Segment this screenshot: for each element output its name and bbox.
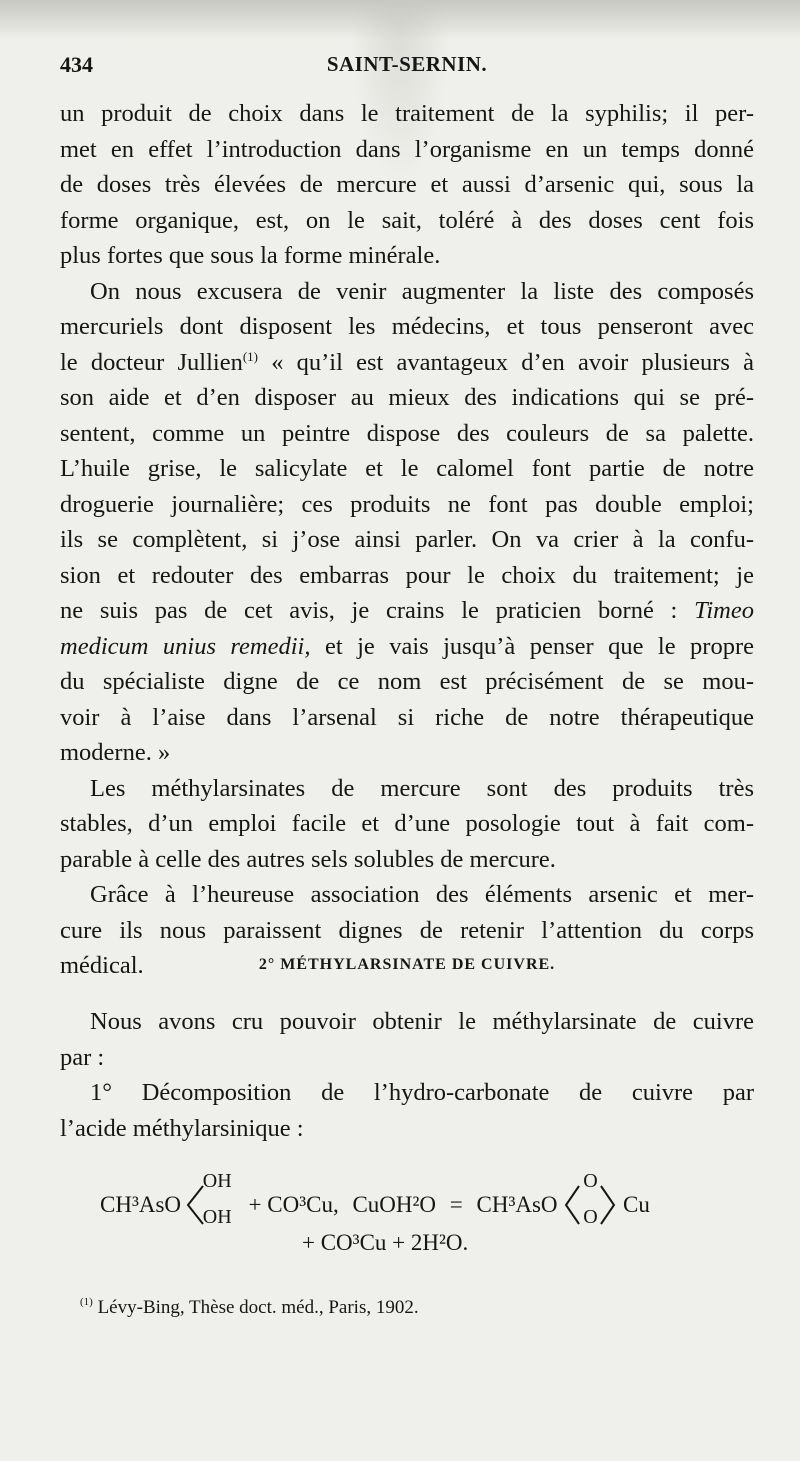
text-line: Grâce à l’heureuse association des éléments arsenic et mer- (90, 881, 754, 908)
text-line: On nous excusera de venir augmenter la liste des composés (90, 277, 754, 305)
text-fragment: le docteur Jullien (60, 348, 243, 376)
text-line: L’huile grise, le salicylate et le calomel font partie de notre (60, 455, 754, 482)
text-line: ils se complètent, si j’ose ainsi parler. On va crier à la confu- (60, 526, 754, 553)
text-line (60, 593, 754, 629)
formula-cuoh2o: CuOH²O (352, 1192, 437, 1217)
text-line: l’acide méthylarsinique : (60, 1114, 304, 1142)
text-line: met en effet l’introduction dans l’organisme en un temps donné (60, 135, 754, 163)
equation-line-1 (100, 1170, 650, 1232)
formula-ch3aso-left: CH³AsO (100, 1192, 182, 1217)
oh-top: OH (202, 1170, 232, 1192)
text-line: cure ils nous paraissent dignes de retenir l’attention du corps (60, 916, 754, 944)
paragraph-6 (60, 1075, 754, 1146)
text-line: voir à l’aise dans l’arsenal si riche de notre thérapeutique (60, 703, 754, 731)
text-line: son aide et d’en disposer au mieux des indications qui se pré- (60, 384, 754, 411)
text-line: moderne. » (60, 739, 171, 766)
text-line: sentent, comme un peintre dispose des couleurs de sa palette. (60, 419, 754, 447)
footnote-text: Lévy-Bing, Thèse doct. méd., Paris, 1902. (97, 1297, 419, 1318)
text-fragment: et je vais jusqu’à penser que le propre (310, 632, 754, 660)
text-line (60, 345, 754, 381)
footnote-reference: (1) (242, 348, 259, 364)
equation-line-2: + CO³Cu + 2H²O. (302, 1230, 469, 1255)
text-fragment: ne suis pas de cet avis, je crains le praticien borné : (60, 597, 695, 624)
text-line: parable à celle des autres sels solubles de mercure. (60, 845, 556, 873)
page-number: 434 (60, 52, 93, 77)
paragraph-1 (60, 96, 754, 274)
text-line: du spécialiste digne de ce nom est précisément de se mou- (60, 668, 754, 695)
formula-co3cu: + CO³Cu, (248, 1192, 339, 1217)
formula-cu: Cu (623, 1192, 650, 1217)
text-line (60, 629, 754, 665)
equals-sign: = (449, 1192, 463, 1217)
oh-branch (185, 1170, 232, 1232)
text-line: forme organique, est, on le sait, toléré à des doses cent fois (60, 206, 754, 234)
body-text-lower (60, 1004, 754, 1146)
text-line: 1° Décomposition de l’hydro-carbonate de cuivre par (90, 1079, 754, 1106)
paragraph-3 (60, 771, 754, 878)
text-line: de doses très élevées de mercure et aussi d’arsenic qui, sous la (60, 171, 754, 198)
o-bottom: O (583, 1206, 598, 1228)
page-header (60, 52, 754, 92)
chemical-equation (60, 1158, 754, 1268)
paragraph-2 (60, 274, 754, 771)
text-line: mercuriels dont disposent les médecins, et tous penseront avec (60, 313, 754, 340)
section-title: 2° MÉTHYLARSINATE DE CUIVRE. (258, 956, 556, 973)
text-line: Nous avons cru pouvoir obtenir le méthylarsinate de cuivre (90, 1008, 754, 1035)
text-line: médical. (60, 952, 144, 979)
text-line: stables, d’un emploi facile et d’une posologie tout à fait com- (60, 810, 754, 837)
cyclic-o-group (563, 1170, 617, 1232)
running-head: SAINT-SERNIN. (326, 52, 488, 76)
text-line: sion et redouter des embarras pour le choix du traitement; je (60, 561, 754, 589)
bond-angle-icon (185, 1178, 205, 1232)
footnote-marker: (1) (80, 1296, 93, 1308)
o-top: O (583, 1170, 598, 1192)
latin-quote: medicum unius remedii, (60, 632, 311, 660)
text-line: plus fortes que sous la forme minérale. (60, 242, 441, 269)
formula-ch3aso-right: CH³AsO (476, 1192, 558, 1217)
body-text (60, 96, 754, 984)
latin-quote: Timeo (694, 597, 754, 624)
text-fragment: « qu’il est avantageux d’en avoir plusieurs à (271, 348, 754, 376)
text-line: droguerie journalière; ces produits ne font pas double emploi; (60, 490, 754, 518)
text-line: Les méthylarsinates de mercure sont des produits très (90, 774, 754, 802)
footnote (80, 1296, 740, 1319)
paragraph-5 (60, 1004, 754, 1075)
scan-shadow (0, 0, 800, 40)
oh-bottom: OH (202, 1206, 232, 1228)
text-line: un produit de choix dans le traitement de la syphilis; il per- (60, 100, 754, 127)
text-line: par : (60, 1043, 105, 1071)
